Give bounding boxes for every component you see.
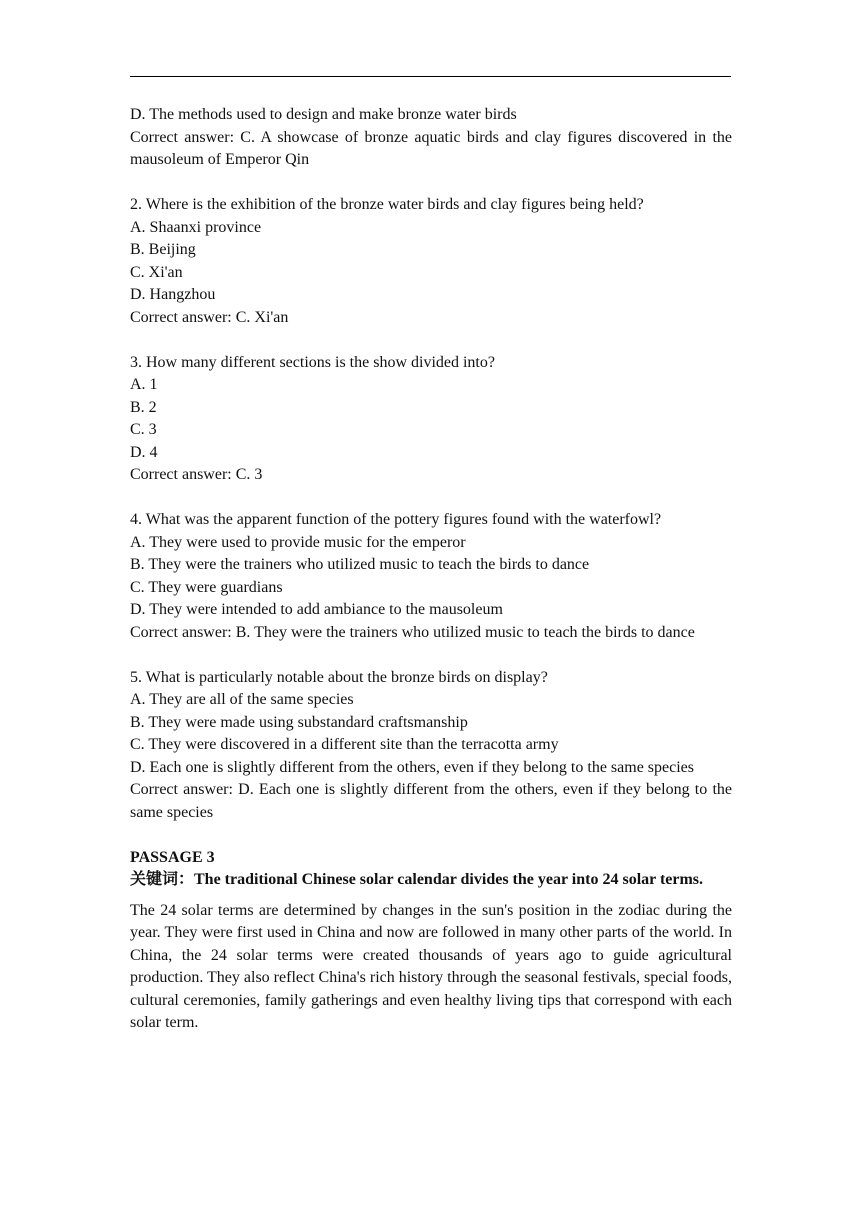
option-c: C. They were guardians xyxy=(130,578,283,596)
option-b: B. 2 xyxy=(130,398,157,416)
option-b: B. They were made using substandard craftsmanship xyxy=(130,713,468,731)
option-a: A. Shaanxi province xyxy=(130,218,262,236)
question-text: 4. What was the apparent function of the pottery figures found with the waterfowl? xyxy=(130,511,662,528)
option-c: C. 3 xyxy=(130,421,157,438)
question-3 xyxy=(130,352,732,487)
option-c: C. Xi'an xyxy=(130,263,183,281)
option-c: C. They were discovered in a different site than the terracotta army xyxy=(130,736,559,753)
document-body xyxy=(130,104,732,1035)
header-rule xyxy=(130,76,731,77)
question-2 xyxy=(130,194,732,329)
option-d: D. The methods used to design and make bronze water birds xyxy=(130,106,517,123)
spacer xyxy=(130,172,732,195)
question-1-tail xyxy=(130,104,732,172)
keywords-line: 关键词：The traditional Chinese solar calendar divides the year into 24 solar terms. xyxy=(130,871,704,888)
question-text: 5. What is particularly notable about the bronze birds on display? xyxy=(130,668,548,686)
passage-3 xyxy=(130,847,732,1035)
spacer xyxy=(130,824,732,847)
option-a: A. They were used to provide music for the emperor xyxy=(130,533,466,551)
passage-title: PASSAGE 3 xyxy=(130,848,215,866)
spacer xyxy=(130,487,732,510)
passage-paragraph: The 24 solar terms are determined by changes in the sun's position in the zodiac during the year. They were first used in China and now are followed in many other parts of the world. In China, the 24 solar terms were created thousands of years ago to guide agricultural production. They also reflect China's rich history through the seasonal festivals, special foods, cultural ceremonies, family gatherings and even healthy living tips that correspond with each solar term. xyxy=(130,901,732,1031)
question-text: 2. Where is the exhibition of the bronze water birds and clay figures being held? xyxy=(130,196,644,213)
correct-answer: Correct answer: B. They were the trainers who utilized music to teach the birds to dance xyxy=(130,623,695,641)
option-d: D. Each one is slightly different from the others, even if they belong to the same species xyxy=(130,758,694,776)
option-d: D. Hangzhou xyxy=(130,286,216,303)
option-a: A. They are all of the same species xyxy=(130,691,354,708)
question-text: 3. How many different sections is the show divided into? xyxy=(130,353,495,371)
spacer xyxy=(130,644,732,667)
question-4 xyxy=(130,509,732,644)
correct-answer: Correct answer: D. Each one is slightly different from the others, even if they belong to the same species xyxy=(130,781,732,821)
option-b: B. Beijing xyxy=(130,241,196,258)
correct-answer: Correct answer: C. Xi'an xyxy=(130,308,289,326)
option-d: D. 4 xyxy=(130,443,158,461)
spacer xyxy=(130,329,732,352)
correct-answer: Correct answer: C. 3 xyxy=(130,466,263,483)
correct-answer: Correct answer: C. A showcase of bronze aquatic birds and clay figures discovered in the mausoleum of Emperor Qin xyxy=(130,128,732,168)
option-d: D. They were intended to add ambiance to the mausoleum xyxy=(130,601,503,618)
option-a: A. 1 xyxy=(130,376,158,393)
option-b: B. They were the trainers who utilized music to teach the birds to dance xyxy=(130,556,590,573)
question-5 xyxy=(130,667,732,825)
